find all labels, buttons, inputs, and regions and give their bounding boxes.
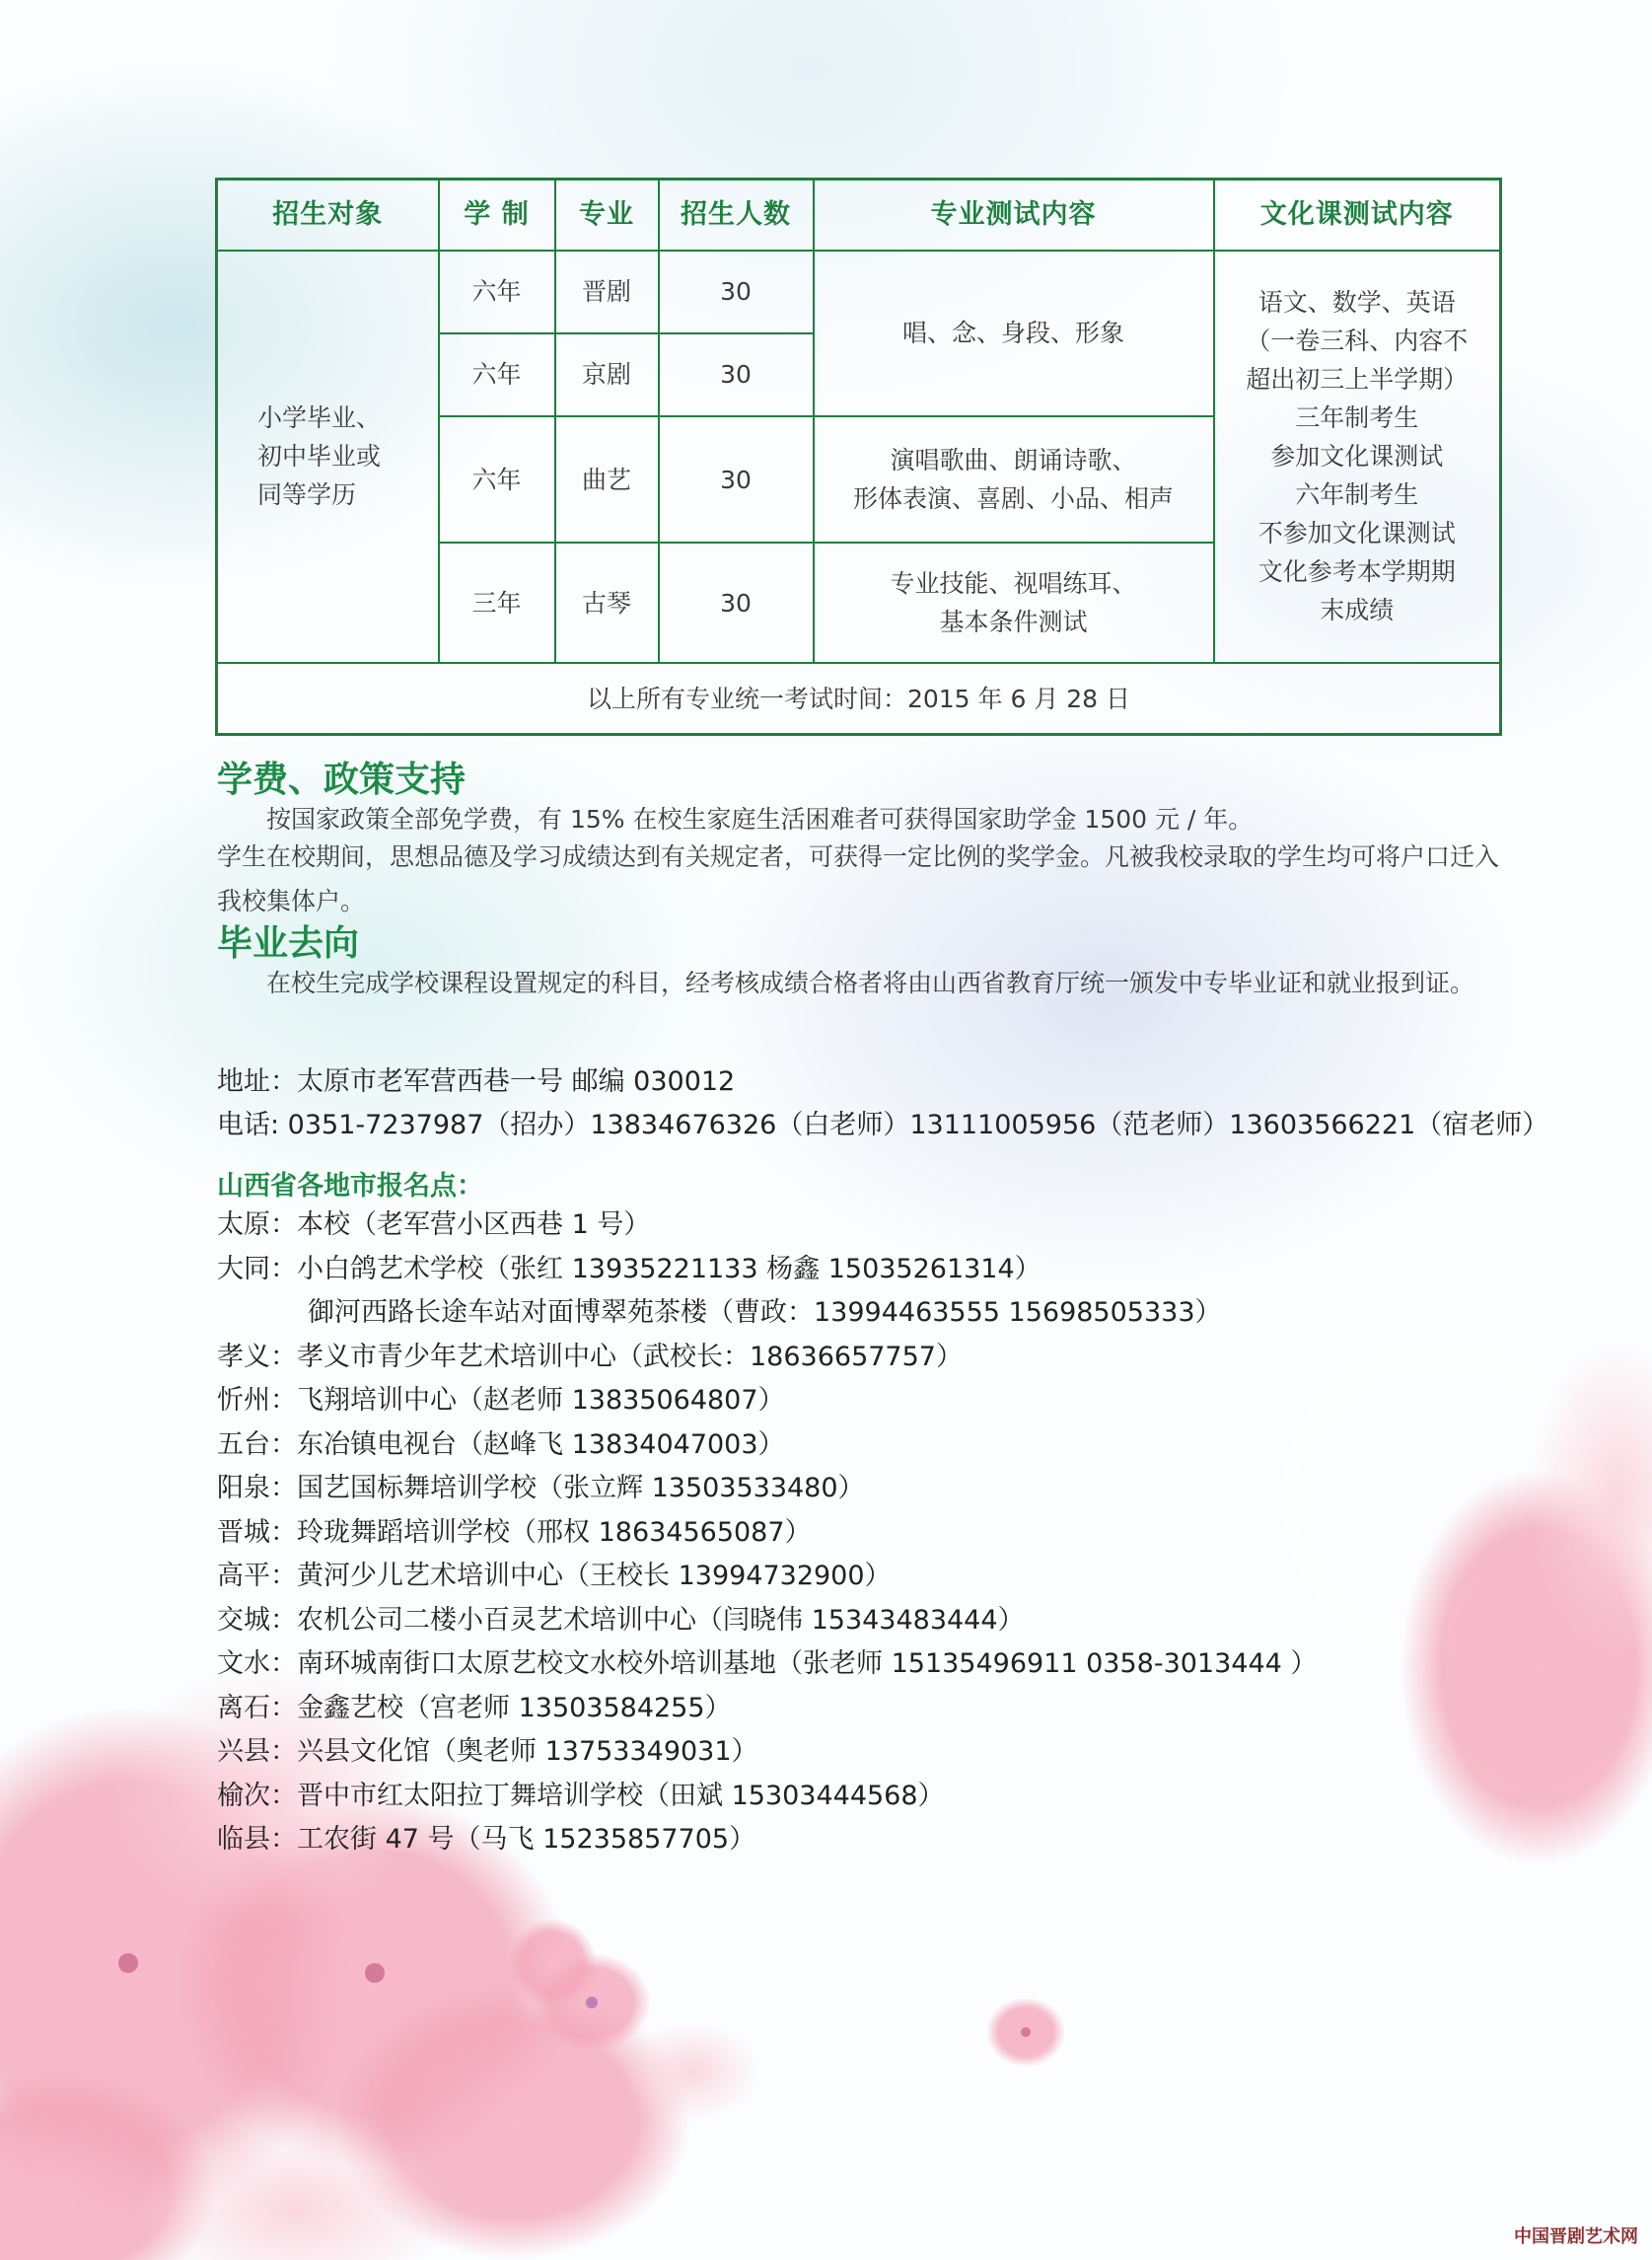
- list-item: 太原：本校（老军营小区西巷 1 号）: [217, 1209, 651, 1240]
- table-header-row: [217, 180, 1501, 251]
- duration-cell: 六年: [439, 251, 555, 333]
- target-cell: [217, 251, 439, 664]
- prof-test-text: 专业技能、视唱练耳、 基本条件测试: [890, 569, 1137, 637]
- count-cell: 30: [659, 543, 814, 663]
- list-item: 临县：工农街 47 号（马飞 15235857705）: [217, 1824, 756, 1855]
- tuition-paragraph-2: 学生在校期间，思想品德及学习成绩达到有关规定者，可获得一定比例的奖学金。凡被我校录取的学生均可将户口迁入我校集体户。: [217, 842, 1500, 915]
- enrollment-table: [215, 178, 1502, 736]
- header-target: 招生对象: [217, 180, 439, 251]
- duration-cell: 三年: [439, 543, 555, 663]
- graduation-paragraph: 在校生完成学校课程设置规定的科目，经考核成绩合格者将由山西省教育厅统一颁发中专毕业证和就业报到证。: [217, 969, 1475, 997]
- graduation-title: 毕业去向: [217, 923, 360, 964]
- list-item: 五台：东冶镇电视台（赵峰飞 13834047003）: [217, 1428, 785, 1460]
- prof-test-cell: [814, 543, 1214, 663]
- major-cell: 曲艺: [555, 416, 659, 543]
- header-culture-test: 文化课测试内容: [1214, 180, 1501, 251]
- list-item: 忻州：飞翔培训中心（赵老师 13835064807）: [217, 1385, 785, 1416]
- list-item: 御河西路长途车站对面博翠苑茶楼（曹政：13994463555 15698505333）: [308, 1297, 1222, 1328]
- exam-time-cell: 以上所有专业统一考试时间：2015 年 6 月 28 日: [217, 663, 1501, 734]
- list-item: 孝义：孝义市青少年艺术培训中心（武校长：18636657757）: [217, 1341, 963, 1372]
- list-item: 文水：南环城南街口太原艺校文水校外培训基地（张老师 15135496911 0358-3013444 ）: [217, 1648, 1318, 1679]
- duration-cell: 六年: [439, 333, 555, 416]
- count-cell: 30: [659, 416, 814, 543]
- registration-list: [217, 1203, 1499, 1862]
- header-prof-test: 专业测试内容: [814, 180, 1214, 251]
- header-count: 招生人数: [659, 180, 814, 251]
- table-row: [217, 251, 1501, 333]
- header-major: 专业: [555, 180, 659, 251]
- list-item: 大同：小白鸽艺术学校（张红 13935221133 杨鑫 15035261314）: [217, 1253, 1041, 1284]
- header-duration: 学 制: [439, 180, 555, 251]
- culture-test-text: 语文、数学、英语 （一卷三科、内容不 超出初三上半学期） 三年制考生 参加文化课测试 六年制考生 不参加文化课测试 文化参考本学期期 末成绩: [1246, 288, 1469, 625]
- major-cell: 古琴: [555, 543, 659, 663]
- prof-test-cell: [814, 251, 1214, 416]
- count-cell: 30: [659, 333, 814, 416]
- target-text: 小学毕业、 初中毕业或 同等学历: [257, 403, 382, 510]
- culture-test-cell: [1214, 251, 1501, 664]
- list-item: 阳泉：国艺国标舞培训学校（张立辉 13503533480）: [217, 1473, 865, 1503]
- prof-test-cell: [814, 416, 1214, 543]
- exam-time-row: [217, 663, 1501, 734]
- site-watermark: 中国晋剧艺术网: [1514, 2226, 1638, 2247]
- list-item: 交城：农机公司二楼小百灵艺术培训中心（闫晓伟 15343483444）: [217, 1604, 1025, 1636]
- list-item: 高平：黄河少儿艺术培训中心（王校长 13994732900）: [217, 1561, 892, 1591]
- prof-test-text: 唱、念、身段、形象: [901, 319, 1124, 348]
- list-item: 晋城：玲珑舞蹈培训学校（邢权 18634565087）: [217, 1516, 812, 1548]
- list-item: 榆次：晋中市红太阳拉丁舞培训学校（田斌 15303444568）: [217, 1780, 945, 1811]
- duration-cell: 六年: [439, 416, 555, 543]
- tuition-title: 学费、政策支持: [217, 760, 467, 800]
- address-line: 地址：太原市老军营西巷一号 邮编 030012: [217, 1066, 736, 1097]
- phone-line: 电话: 0351-7237987（招办）13834676326（白老师）13111005956（范老师）13603566221（宿老师）: [217, 1110, 1549, 1140]
- registration-title: 山西省各地市报名点：: [217, 1171, 483, 1202]
- prof-test-text: 演唱歌曲、朗诵诗歌、 形体表演、喜剧、小品、相声: [852, 446, 1174, 514]
- count-cell: 30: [659, 251, 814, 333]
- major-cell: 京剧: [555, 333, 659, 416]
- major-cell: 晋剧: [555, 251, 659, 333]
- list-item: 兴县：兴县文化馆（奥老师 13753349031）: [217, 1736, 758, 1767]
- list-item: 离石：金鑫艺校（宫老师 13503584255）: [217, 1692, 732, 1723]
- tuition-paragraph-1: 按国家政策全部免学费，有 15% 在校生家庭生活困难者可获得国家助学金 1500 元 / 年。: [217, 805, 1254, 834]
